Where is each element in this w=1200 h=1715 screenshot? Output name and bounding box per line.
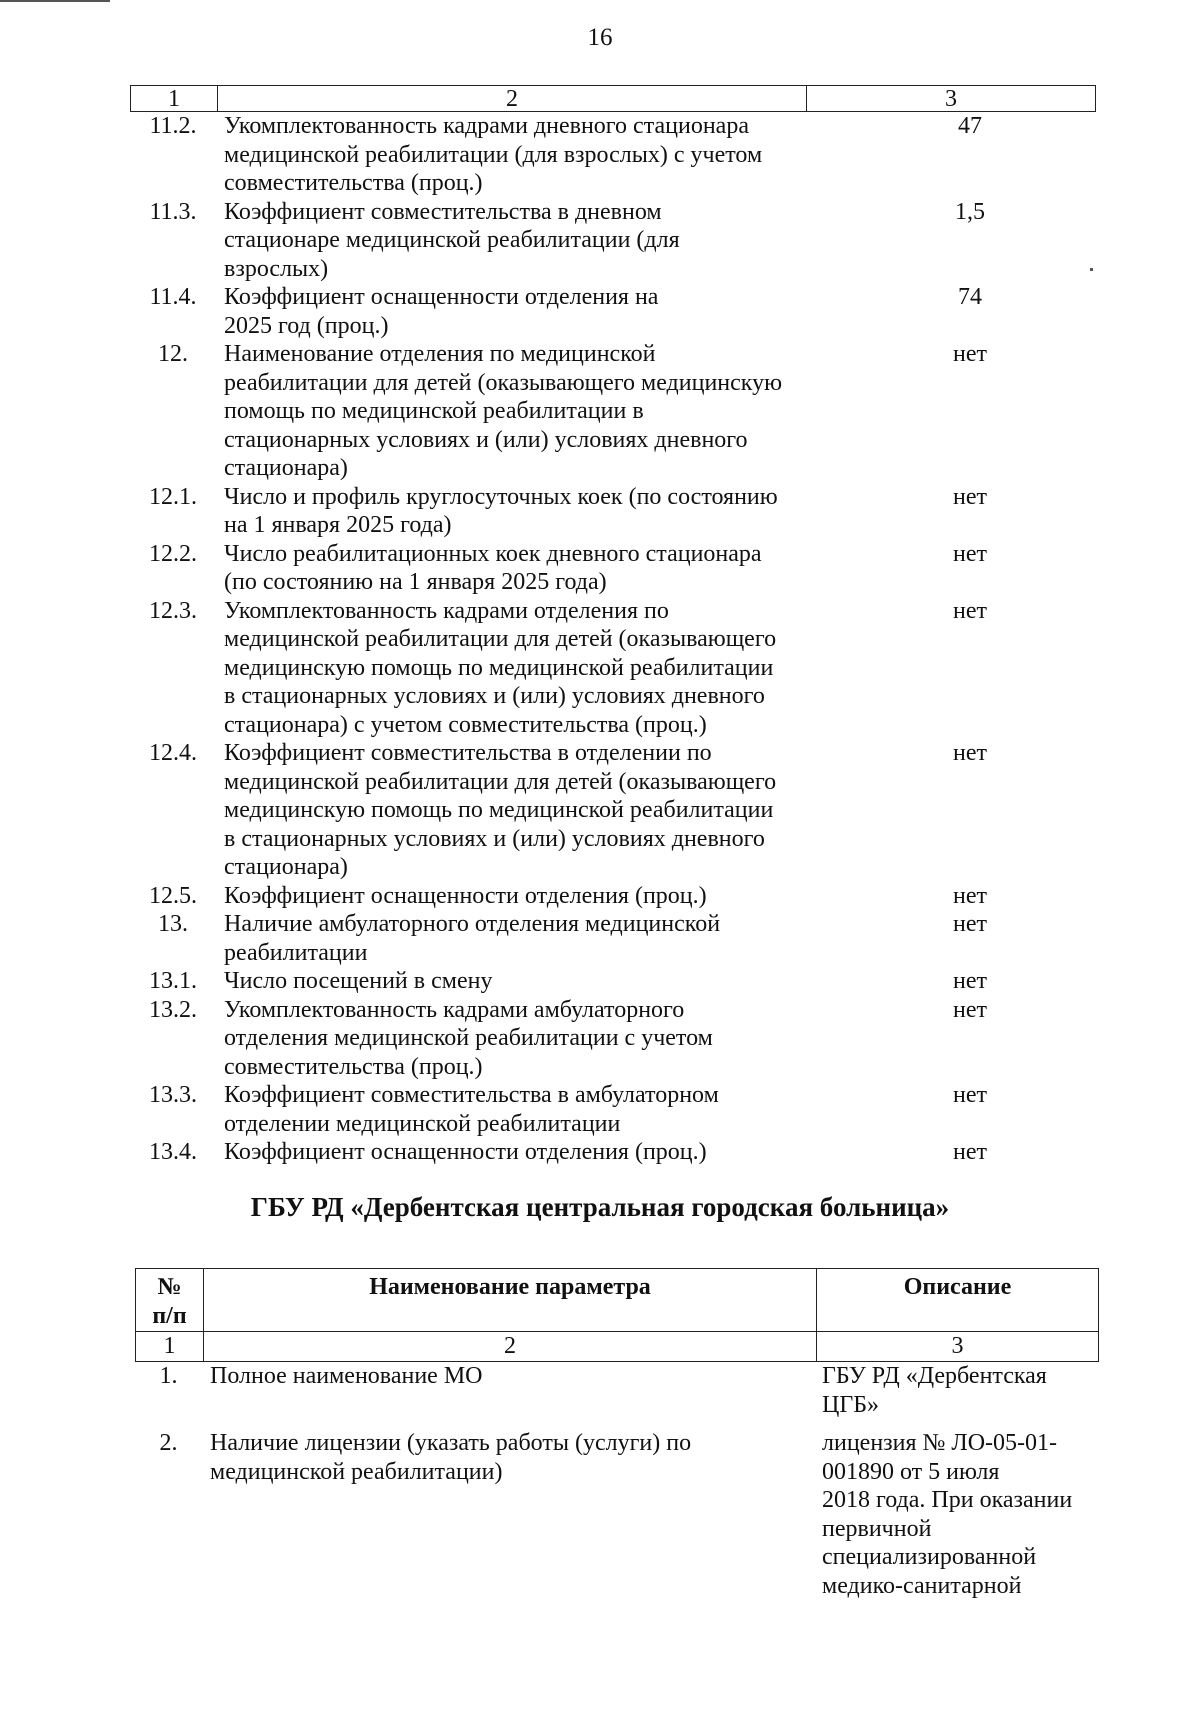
row-parameter xyxy=(216,483,804,540)
row-value: нет xyxy=(953,882,987,909)
row-parameter-line: стационара) с учетом совместительства (проц.) xyxy=(224,711,707,738)
row-parameter-line: медицинскую помощь по медицинской реабилитации xyxy=(224,797,774,823)
table-row xyxy=(130,1138,1096,1167)
row-number: 12.2. xyxy=(149,540,197,567)
row-parameter-line: в стационарных условиях и (или) условиях дневного xyxy=(224,825,765,852)
column-number-1: 1 xyxy=(168,86,180,112)
row-value: нет xyxy=(953,740,987,766)
row-parameter-line: на 1 января 2025 года) xyxy=(224,512,452,538)
column-number-3: 3 xyxy=(816,1332,1098,1361)
row-parameter-line: Коэффициент оснащенности отделения (проц.) xyxy=(224,882,707,909)
table-row xyxy=(130,910,1096,967)
table-row xyxy=(130,540,1096,597)
row-parameter-line: совместительства (проц.) xyxy=(224,170,483,196)
row-parameter-line: Полное наименование МО xyxy=(210,1363,483,1389)
row-parameter-line: медицинской реабилитации для детей (оказывающего xyxy=(224,626,777,652)
row-parameter xyxy=(216,967,804,996)
table-row xyxy=(130,882,1096,911)
row-parameter-line: Коэффициент оснащенности отделения на xyxy=(224,284,659,310)
table-row xyxy=(130,597,1096,740)
table-row xyxy=(130,483,1096,540)
table-row xyxy=(130,340,1096,483)
row-number: 12.3. xyxy=(149,597,197,624)
row-description-line: лицензия № ЛО-05-01- xyxy=(822,1430,1058,1456)
parameters-table-continued xyxy=(130,85,1096,1167)
header-number-line: п/п xyxy=(152,1302,187,1329)
row-parameter xyxy=(216,198,804,284)
header-description: Описание xyxy=(816,1269,1098,1331)
row-value: нет xyxy=(953,597,987,624)
row-parameter-line: стационарных условиях и (или) условиях дневного xyxy=(224,426,748,453)
row-number: 1. xyxy=(159,1363,178,1389)
row-parameter-line: реабилитации для детей (оказывающего медицинскую xyxy=(224,369,783,396)
row-parameter xyxy=(216,910,804,967)
column-number-row xyxy=(130,85,1096,112)
row-parameter xyxy=(216,882,804,911)
table-row xyxy=(130,1081,1096,1138)
row-description-line: специализированной xyxy=(822,1544,1037,1570)
row-value: нет xyxy=(953,540,987,567)
row-description-line: первичной xyxy=(822,1515,932,1542)
row-parameter-line: Укомплектованность кадрами амбулаторного xyxy=(224,996,685,1023)
table-row xyxy=(130,996,1096,1082)
row-parameter-line: отделении медицинской реабилитации xyxy=(224,1110,621,1137)
row-parameter xyxy=(216,1138,804,1167)
row-value: 1,5 xyxy=(955,198,985,225)
row-parameter-line: Число и профиль круглосуточных коек (по состоянию xyxy=(224,483,778,510)
row-number: 12.4. xyxy=(149,740,197,766)
row-parameter xyxy=(216,540,804,597)
hospital-parameters-table xyxy=(135,1268,1099,1600)
table-row xyxy=(130,112,1096,198)
row-value: нет xyxy=(953,968,987,994)
row-value: нет xyxy=(953,341,987,367)
row-parameter-line: (по состоянию на 1 января 2025 года) xyxy=(224,569,607,595)
row-number: 12.1. xyxy=(149,483,197,510)
row-parameter-line: Наличие лицензии (указать работы (услуги) по xyxy=(210,1430,692,1456)
row-parameter xyxy=(216,996,804,1082)
row-parameter-line: Коэффициент оснащенности отделения (проц.) xyxy=(224,1139,707,1165)
header-number-column xyxy=(136,1269,203,1331)
column-number-2: 2 xyxy=(203,1332,816,1361)
row-parameter-line: в стационарных условиях и (или) условиях дневного xyxy=(224,683,765,709)
row-description-line: ГБУ РД «Дербентская xyxy=(822,1363,1047,1389)
row-parameter-line: медицинской реабилитации (для взрослых) с учетом xyxy=(224,141,763,168)
row-description-line: 001890 от 5 июля xyxy=(822,1458,1000,1485)
table-body xyxy=(135,1362,1099,1600)
row-value: 47 xyxy=(958,113,982,139)
row-parameter-line: Укомплектованность кадрами отделения по xyxy=(224,597,669,624)
row-parameter-line: 2025 год (проц.) xyxy=(224,312,389,339)
row-parameter-line: взрослых) xyxy=(224,255,329,282)
row-parameter-line: отделения медицинской реабилитации с учетом xyxy=(224,1025,713,1051)
row-parameter-line: Число реабилитационных коек дневного стационара xyxy=(224,540,762,567)
row-parameter xyxy=(216,1081,804,1138)
section-title: ГБУ РД «Дербентская центральная городская больница» xyxy=(250,1192,950,1222)
table-row xyxy=(135,1362,1099,1419)
row-description-line: 2018 года. При оказании xyxy=(822,1487,1073,1513)
row-number: 11.4. xyxy=(149,284,197,310)
row-number: 13.3. xyxy=(149,1082,197,1108)
row-number: 11.2. xyxy=(149,113,197,139)
row-parameter-line: стационара) xyxy=(224,455,348,481)
row-number: 13. xyxy=(158,911,188,937)
column-number-row xyxy=(135,1332,1099,1362)
row-parameter xyxy=(202,1429,814,1600)
table-row xyxy=(130,283,1096,340)
row-parameter-line: Коэффициент совместительства в отделении по xyxy=(224,740,712,766)
row-number: 13.2. xyxy=(149,996,197,1023)
row-parameter-line: стационаре медицинской реабилитации (для xyxy=(224,227,680,253)
row-description-line: медико-санитарной xyxy=(822,1572,1022,1599)
table-row xyxy=(135,1429,1099,1600)
table-body xyxy=(130,112,1096,1167)
header-parameter-name: Наименование параметра xyxy=(203,1269,816,1331)
row-number: 13.4. xyxy=(149,1139,197,1165)
row-value: нет xyxy=(953,483,987,510)
row-description xyxy=(814,1429,1099,1600)
row-parameter-line: Наличие амбулаторного отделения медицинской xyxy=(224,911,721,937)
row-parameter-line: помощь по медицинской реабилитации в xyxy=(224,398,644,424)
column-number-1: 1 xyxy=(163,1333,176,1359)
header-number-line: № xyxy=(157,1274,182,1300)
row-parameter-line: Число посещений в смену xyxy=(224,968,493,994)
row-parameter xyxy=(216,340,804,483)
table-row xyxy=(130,198,1096,284)
row-description xyxy=(814,1362,1099,1419)
row-number: 11.3. xyxy=(149,198,197,225)
column-number-3: 3 xyxy=(806,86,1095,111)
row-parameter-line: Наименование отделения по медицинской xyxy=(224,341,656,367)
row-number: 2. xyxy=(159,1430,178,1456)
row-parameter-line: Коэффициент совместительства в амбулаторном xyxy=(224,1082,719,1108)
row-number: 12. xyxy=(158,341,188,367)
table-header-row xyxy=(135,1268,1099,1332)
page-number: 16 xyxy=(587,24,613,51)
table-row xyxy=(130,739,1096,882)
row-parameter-line: Укомплектованность кадрами дневного стационара xyxy=(224,113,749,139)
row-parameter xyxy=(216,597,804,740)
row-value: нет xyxy=(953,911,987,937)
column-number-2: 2 xyxy=(217,86,806,111)
row-value: нет xyxy=(953,1082,987,1108)
row-number: 12.5. xyxy=(149,882,197,909)
row-parameter-line: совместительства (проц.) xyxy=(224,1053,483,1080)
row-parameter xyxy=(216,112,804,198)
row-parameter-line: медицинскую помощь по медицинской реабилитации xyxy=(224,654,774,681)
row-value: нет xyxy=(953,996,987,1023)
row-value: нет xyxy=(953,1139,987,1165)
row-parameter-line: стационара) xyxy=(224,854,348,880)
row-parameter xyxy=(216,739,804,882)
row-parameter-line: медицинской реабилитации для детей (оказывающего xyxy=(224,768,777,795)
row-value: 74 xyxy=(958,284,982,310)
row-parameter-line: реабилитации xyxy=(224,939,368,966)
table-row xyxy=(130,967,1096,996)
row-parameter xyxy=(216,283,804,340)
row-parameter-line: Коэффициент совместительства в дневном xyxy=(224,198,662,225)
scan-edge-mark xyxy=(0,0,110,2)
row-parameter-line: медицинской реабилитации) xyxy=(210,1458,503,1485)
row-number: 13.1. xyxy=(149,968,197,994)
row-parameter xyxy=(202,1362,814,1419)
row-description-line: ЦГБ» xyxy=(822,1391,879,1418)
